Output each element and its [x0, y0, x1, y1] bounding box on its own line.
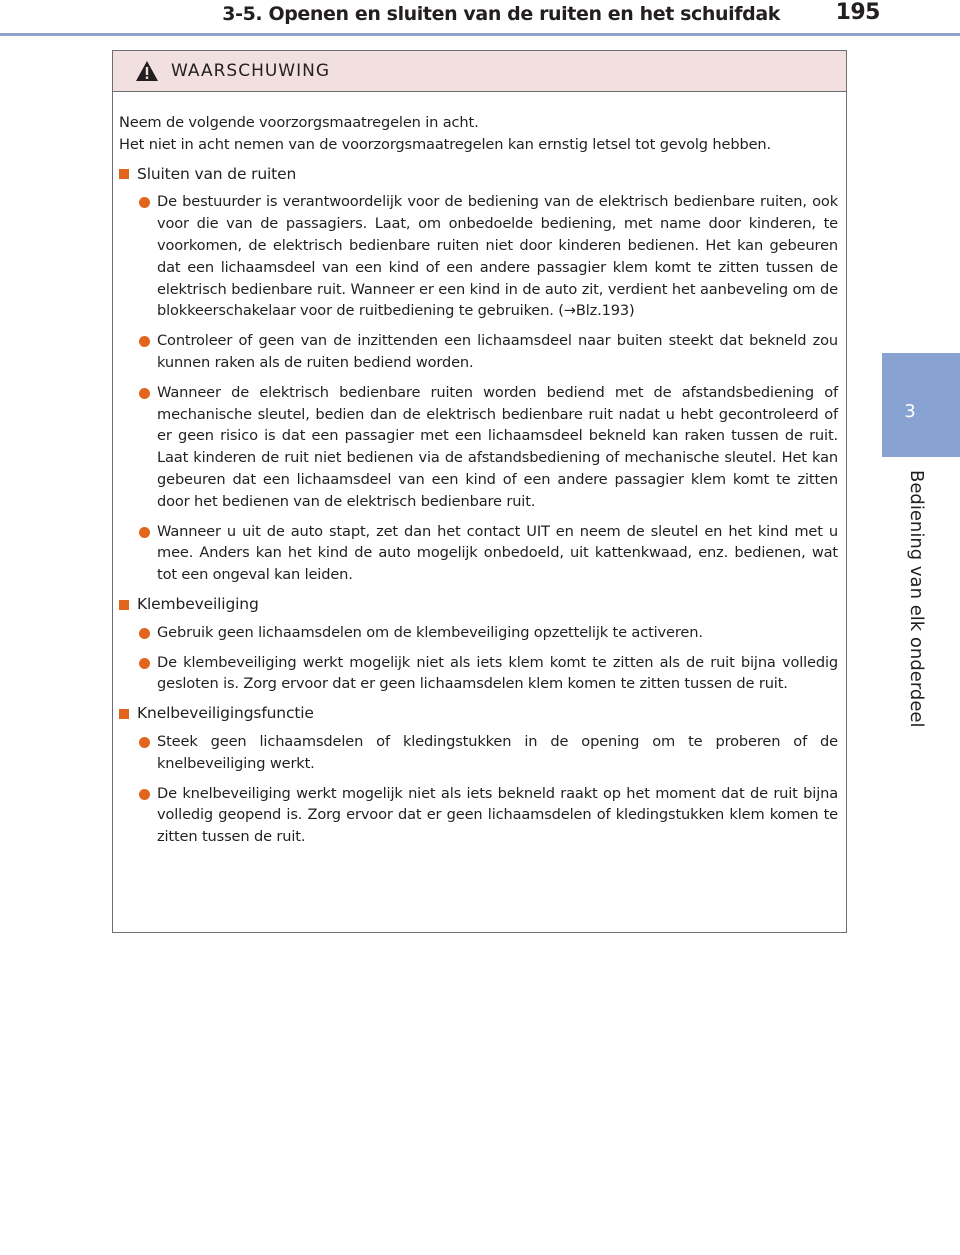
list-item-text: Gebruik geen lichaamsdelen om de klembeveiliging opzettelijk te activeren.: [157, 623, 703, 641]
list-item: [119, 622, 838, 644]
section-heading-text: Knelbeveiligingsfunctie: [137, 704, 314, 723]
list-item: [119, 731, 838, 775]
chapter-tab: [882, 353, 960, 457]
chapter-number: 3: [904, 401, 916, 422]
page-header: [0, 0, 960, 36]
circle-bullet-icon: [139, 527, 150, 538]
circle-bullet-icon: [139, 197, 150, 208]
circle-bullet-icon: [139, 628, 150, 639]
section-heading: [119, 594, 838, 616]
list-item: [119, 521, 838, 586]
warning-box: [112, 50, 847, 933]
circle-bullet-icon: [139, 336, 150, 347]
square-bullet-icon: [119, 709, 129, 719]
circle-bullet-icon: [139, 658, 150, 669]
list-item-text: Wanneer de elektrisch bedienbare ruiten worden bediend met de afstandsbediening of mechanische sleutel, bedien dan de elektrisch bedienbare ruit nadat u hebt gecontroleerd of er geen risico is dat een passagier met een lichaamsdeel bekneld kan raken tussen de ruit. Laat kinderen de ruit niet bedienen via de afstandsbediening of mechanische sleutel. Het kan gebeuren dat een lichaamsdeel van een kind of een andere passagier klem komt te zitten door het bedienen van de elektrisch bedienbare ruit.: [157, 383, 838, 510]
list-item-text: De knelbeveiliging werkt mogelijk niet als iets bekneld raakt op het moment dat de ruit bijna volledig geopend is. Zorg ervoor dat er geen lichaamsdelen of kledingstukken klem komen te zitten tussen de ruit.: [157, 784, 838, 846]
page-number: 195: [835, 0, 880, 25]
list-item-text: Wanneer u uit de auto stapt, zet dan het contact UIT en neem de sleutel en het kind met u mee. Anders kan het kind de auto mogelijk onbedoeld, uit kattenkwaad, enz. bedienen, wat tot een ongeval kan leiden.: [157, 522, 838, 584]
circle-bullet-icon: [139, 789, 150, 800]
warning-body: [113, 92, 846, 848]
list-item: [119, 191, 838, 322]
warning-triangle-icon: [135, 60, 159, 82]
section-title: 3-5. Openen en sluiten van de ruiten en het schuifdak: [222, 3, 780, 25]
list-item: [119, 652, 838, 696]
circle-bullet-icon: [139, 388, 150, 399]
header-rule: [0, 33, 960, 36]
square-bullet-icon: [119, 600, 129, 610]
chapter-label: [860, 470, 960, 728]
list-item-text: Controleer of geen van de inzittenden een lichaamsdeel naar buiten steekt dat bekneld zou kunnen raken als de ruiten bediend worden.: [157, 332, 838, 371]
warning-intro: Neem de volgende voorzorgsmaatregelen in acht. Het niet in acht nemen van de voorzorgsmaatregelen kan ernstig letsel tot gevolg hebben.: [119, 114, 771, 153]
square-bullet-icon: [119, 169, 129, 179]
list-item: [119, 783, 838, 848]
section-heading: [119, 164, 838, 186]
list-item-text: De bestuurder is verantwoordelijk voor de bediening van de elektrisch bedienbare ruiten, ook voor die van de passagiers. Laat, om onbedoelde bediening, met name door kinderen, te voorkomen, de elektrisch bedienbare ruiten niet door kinderen bedienen. Het kan gebeuren dat een lichaamsdeel van een kind of een andere passagier klem komt te zitten tussen de elektrisch bedienbare ruit. Wanneer er een kind in de auto zit, verdient het aanbeveling om de blokkeerschakelaar voor de ruitbediening te gebruiken. (→Blz.193): [157, 193, 838, 320]
list-item: [119, 382, 838, 513]
list-item-text: Steek geen lichaamsdelen of kledingstukken in de opening om te proberen of de knelbeveiliging werkt.: [157, 732, 838, 772]
warning-header: [113, 51, 846, 92]
section-heading: [119, 703, 838, 725]
section-heading-text: Sluiten van de ruiten: [137, 164, 297, 183]
circle-bullet-icon: [139, 737, 150, 748]
list-item: [119, 330, 838, 374]
list-item-text: De klembeveiliging werkt mogelijk niet als iets klem komt te zitten als de ruit bijna volledig gesloten is. Zorg ervoor dat er geen lichaamsdelen klem komen te zitten tussen de ruit.: [157, 653, 838, 693]
section-heading-text: Klembeveiliging: [137, 594, 259, 613]
warning-title: WAARSCHUWING: [171, 61, 331, 81]
chapter-label-text: Bediening van elk onderdeel: [906, 470, 927, 728]
